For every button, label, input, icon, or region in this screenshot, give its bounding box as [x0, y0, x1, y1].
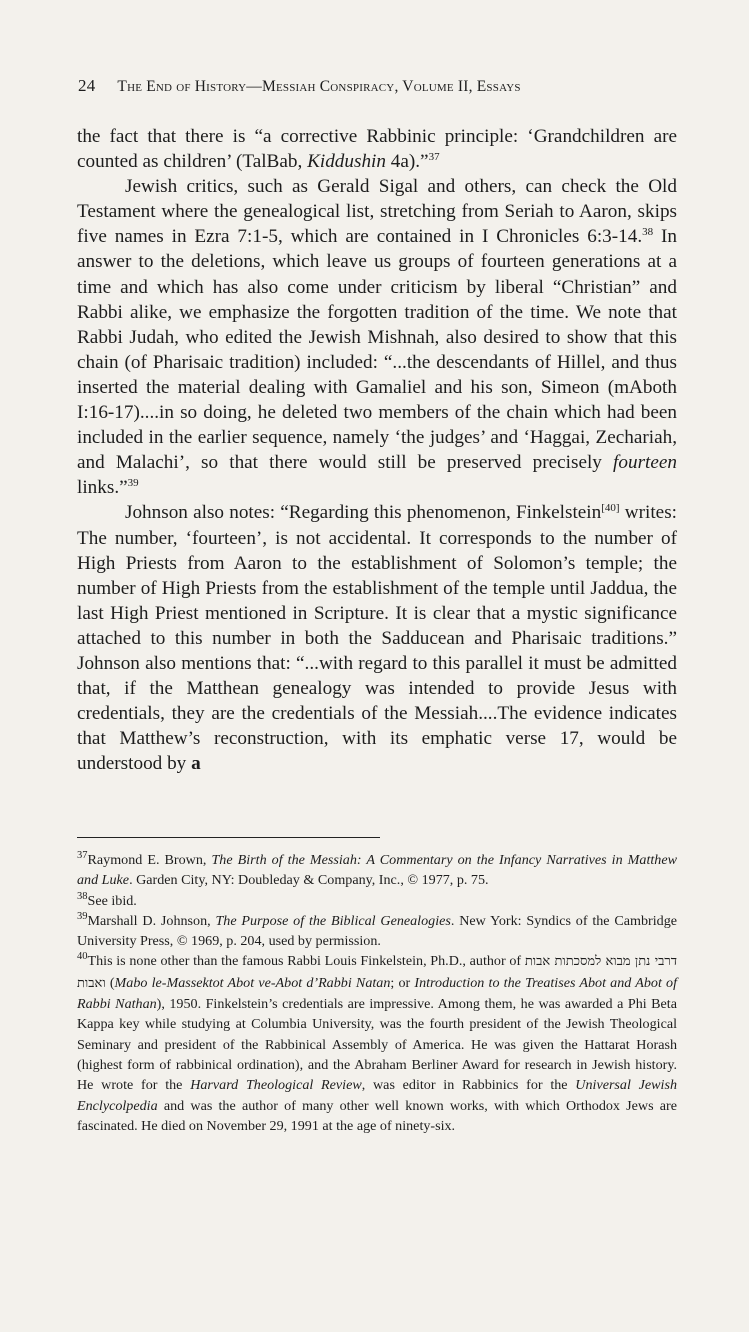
- footnote-number: 39: [77, 910, 88, 922]
- footnote-38: [77, 891, 677, 911]
- italic-title: Introduction to the Treatises Abot and Abot of Rabbi Nathan: [77, 974, 678, 1013]
- text-run: links.”: [77, 477, 128, 499]
- footnote-39: [77, 911, 677, 952]
- text-run: , was editor in Rabbinics for the: [361, 1077, 576, 1094]
- italic-title: The Purpose of the Biblical Genealogies: [215, 912, 451, 929]
- italic-title: Kiddushin: [307, 151, 386, 173]
- text-run: ), 1950. Finkelstein’s credentials are impressive. Among them, he was awarded a Phi Beta Kappa key while studying at Columbia University, was the fourth president of the Jewish Theological Seminary and president of the Rabbinical Assembly of America. He was given the Hattarat Horash (highest form of rabbinical ordination), and the Abraham Berliner Award for research in Jewish history. He wrote for the: [77, 996, 677, 1094]
- italic-title: Universal Jewish Enclycolpedia: [77, 1077, 677, 1114]
- italic-title: Harvard Theological Review: [190, 1077, 362, 1094]
- text-run: In answer to the deletions, which leave us groups of fourteen generations at a time and which has also come under criticism by liberal “Christian” and Rabbi alike, we emphasize the forgotten tradition of the time. We note that Rabbi Judah, who edited the Jewish Mishnah, also desired to show that this chain (of Pharisaic tradition) included: “...the descendants of Hillel, and thus inserted the material dealing with Gamaliel and his son, Simeon (mAboth I:16-17)....in so doing, he deleted two members of the chain which had been included in the earlier sequence, namely ‘the judges’ and ‘Haggai, Zechariah, and Malachi’, so that there would still be preserved precisely: [77, 226, 678, 474]
- bold-word: a: [191, 753, 201, 775]
- footnote-number: 37: [77, 850, 88, 861]
- text-run: Johnson also notes: “Regarding this phenomenon, Finkelstein: [125, 502, 602, 524]
- footnotes: [77, 850, 677, 1136]
- text-run: Raymond E. Brown,: [87, 852, 212, 868]
- footnote-ref-40[interactable]: [40]: [601, 502, 620, 515]
- footnote-37: [77, 850, 677, 891]
- italic-title: The Birth of the Messiah: A Commentary on the Infancy Narratives in Matthew and Luke: [77, 852, 677, 889]
- paragraph-1: [77, 124, 677, 174]
- footnote-rule: [77, 837, 380, 838]
- footnote-40: [77, 951, 677, 1136]
- text-run: the fact that there is “a corrective Rabbinic principle: ‘Grandchildren are counted as children’ (TalBab,: [77, 126, 677, 173]
- text-run: and was the author of many other well known works, with which Orthodox Jews are fascinated. He died on November 29, 1991 at the age of ninety-six.: [77, 1097, 677, 1134]
- text-run: writes: The number, ‘fourteen’, is not accidental. It corresponds to the number of High Priests from Aaron to the establishment of Solomon’s temple; the number of High Priests from the establishment of the temple until Jaddua, the last High Priest mentioned in Scripture. It is clear that a mystic significance attached to this number in both the Sadducean and Pharisaic traditions.” Johnson also mentions that: “...with regard to this parallel it must be admitted that, if the Matthean genealogy was intended to provide Jesus with credentials, they are the credentials of the Messiah....The evidence indicates that Matthew’s reconstruction, with its emphatic verse 17, would be understood by: [77, 502, 677, 775]
- footnote-ref-37[interactable]: 37: [428, 151, 440, 164]
- running-head: [78, 76, 678, 96]
- italic-title: Mabo le-Massektot Abot ve-Abot d’Rabbi Natan: [114, 974, 391, 991]
- main-text: [77, 124, 677, 776]
- text-run: Jewish critics, such as Gerald Sigal and others, can check the Old Testament where the genealogical list, stretching from Seriah to Aaron, skips five names in Ezra 7:1-5, which are contained in I Chronicles 6:3-14.: [77, 176, 677, 248]
- text-run: (: [105, 974, 115, 991]
- text-run: . Garden City, NY: Doubleday & Company, Inc., © 1977, p. 75.: [129, 872, 489, 889]
- paragraph-2: [77, 174, 677, 500]
- hebrew-title: דרבי נתן מבוא למסכתות אבות ואבות: [77, 954, 678, 991]
- footnote-ref-38[interactable]: 38: [642, 226, 654, 239]
- text-run: 4a).”: [385, 151, 429, 173]
- paragraph-3: [77, 500, 677, 776]
- text-run: ; or: [390, 974, 415, 991]
- text-run: . New York: Syndics of the Cambridge University Press, © 1969, p. 204, used by permission.: [77, 912, 677, 950]
- footnote-ref-39[interactable]: 39: [127, 477, 139, 490]
- text-run: Marshall D. Johnson,: [87, 912, 216, 929]
- footnote-number: 38: [77, 890, 88, 902]
- text-run: See ibid.: [87, 892, 137, 909]
- footnote-number: 40: [77, 951, 88, 963]
- page-number: 24: [78, 76, 96, 95]
- text-run: This is none other than the famous Rabbi Louis Finkelstein, Ph.D., author of: [87, 953, 525, 970]
- italic-word: fourteen: [613, 452, 677, 474]
- running-title: The End of History—Messiah Conspiracy, Volume II, Essays: [117, 78, 521, 95]
